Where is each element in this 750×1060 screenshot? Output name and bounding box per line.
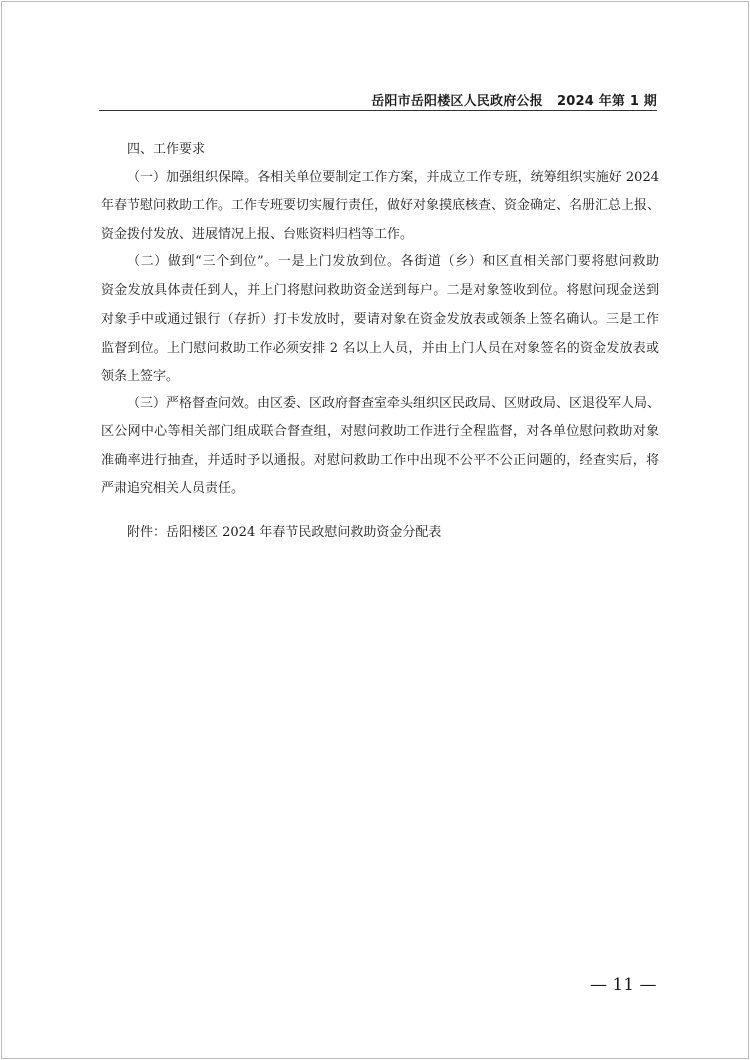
attachment-note: 附件：岳阳楼区 2024 年春节民政慰问救助资金分配表 (127, 525, 442, 540)
header-issue: 2024 年第 1 期 (556, 94, 657, 109)
running-header (371, 90, 657, 109)
paragraph-line: 资金发放具体责任到人，并上门将慰问救助资金送到每户。二是对象签收到位。将慰问现金送到 (101, 283, 659, 298)
paragraph-line: 资金拨付发放、进展情况上报、台账资料归档等工作。 (101, 227, 414, 242)
paragraph-line: 监督到位。上门慰问救助工作必须安排 2 名以上人员，并由上门人员在对象签名的资金发放表或 (101, 341, 659, 356)
paragraph-line: 区公网中心等相关部门组成联合督查组，对慰问救助工作进行全程监督，对各单位慰问救助对象 (101, 424, 659, 439)
paragraph-line: （三）严格督查问效。由区委、区政府督查室牵头组织区民政局、区财政局、区退役军人局、 (127, 396, 661, 411)
paragraph-line: （一）加强组织保障。各相关单位要制定工作方案，并成立工作专班，统筹组织实施好 2024 (127, 170, 659, 185)
header-rule (99, 110, 657, 111)
paragraph-line: 严肃追究相关人员责任。 (101, 481, 245, 496)
page-number: — 11 — (590, 975, 657, 995)
paragraph-line: 准确率进行抽查，并适时予以通报。对慰问救助工作中出现不公平不公正问题的，经查实后，将 (101, 453, 659, 468)
paragraph-line: 领条上签字。 (101, 369, 180, 384)
paragraph-line: （二）做到“三个到位”。一是上门发放到位。各街道（乡）和区直相关部门要将慰问救助 (127, 254, 659, 269)
header-title: 岳阳市岳阳楼区人民政府公报 (371, 94, 543, 109)
section-heading: 四、工作要求 (127, 142, 206, 157)
paragraph-line: 对象手中或通过银行（存折）打卡发放时，要请对象在资金发放表或领条上签名确认。三是工作 (101, 312, 659, 327)
paragraph-line: 年春节慰问救助工作。工作专班要切实履行责任，做好对象摸底核查、资金确定、名册汇总上报、 (101, 198, 661, 213)
